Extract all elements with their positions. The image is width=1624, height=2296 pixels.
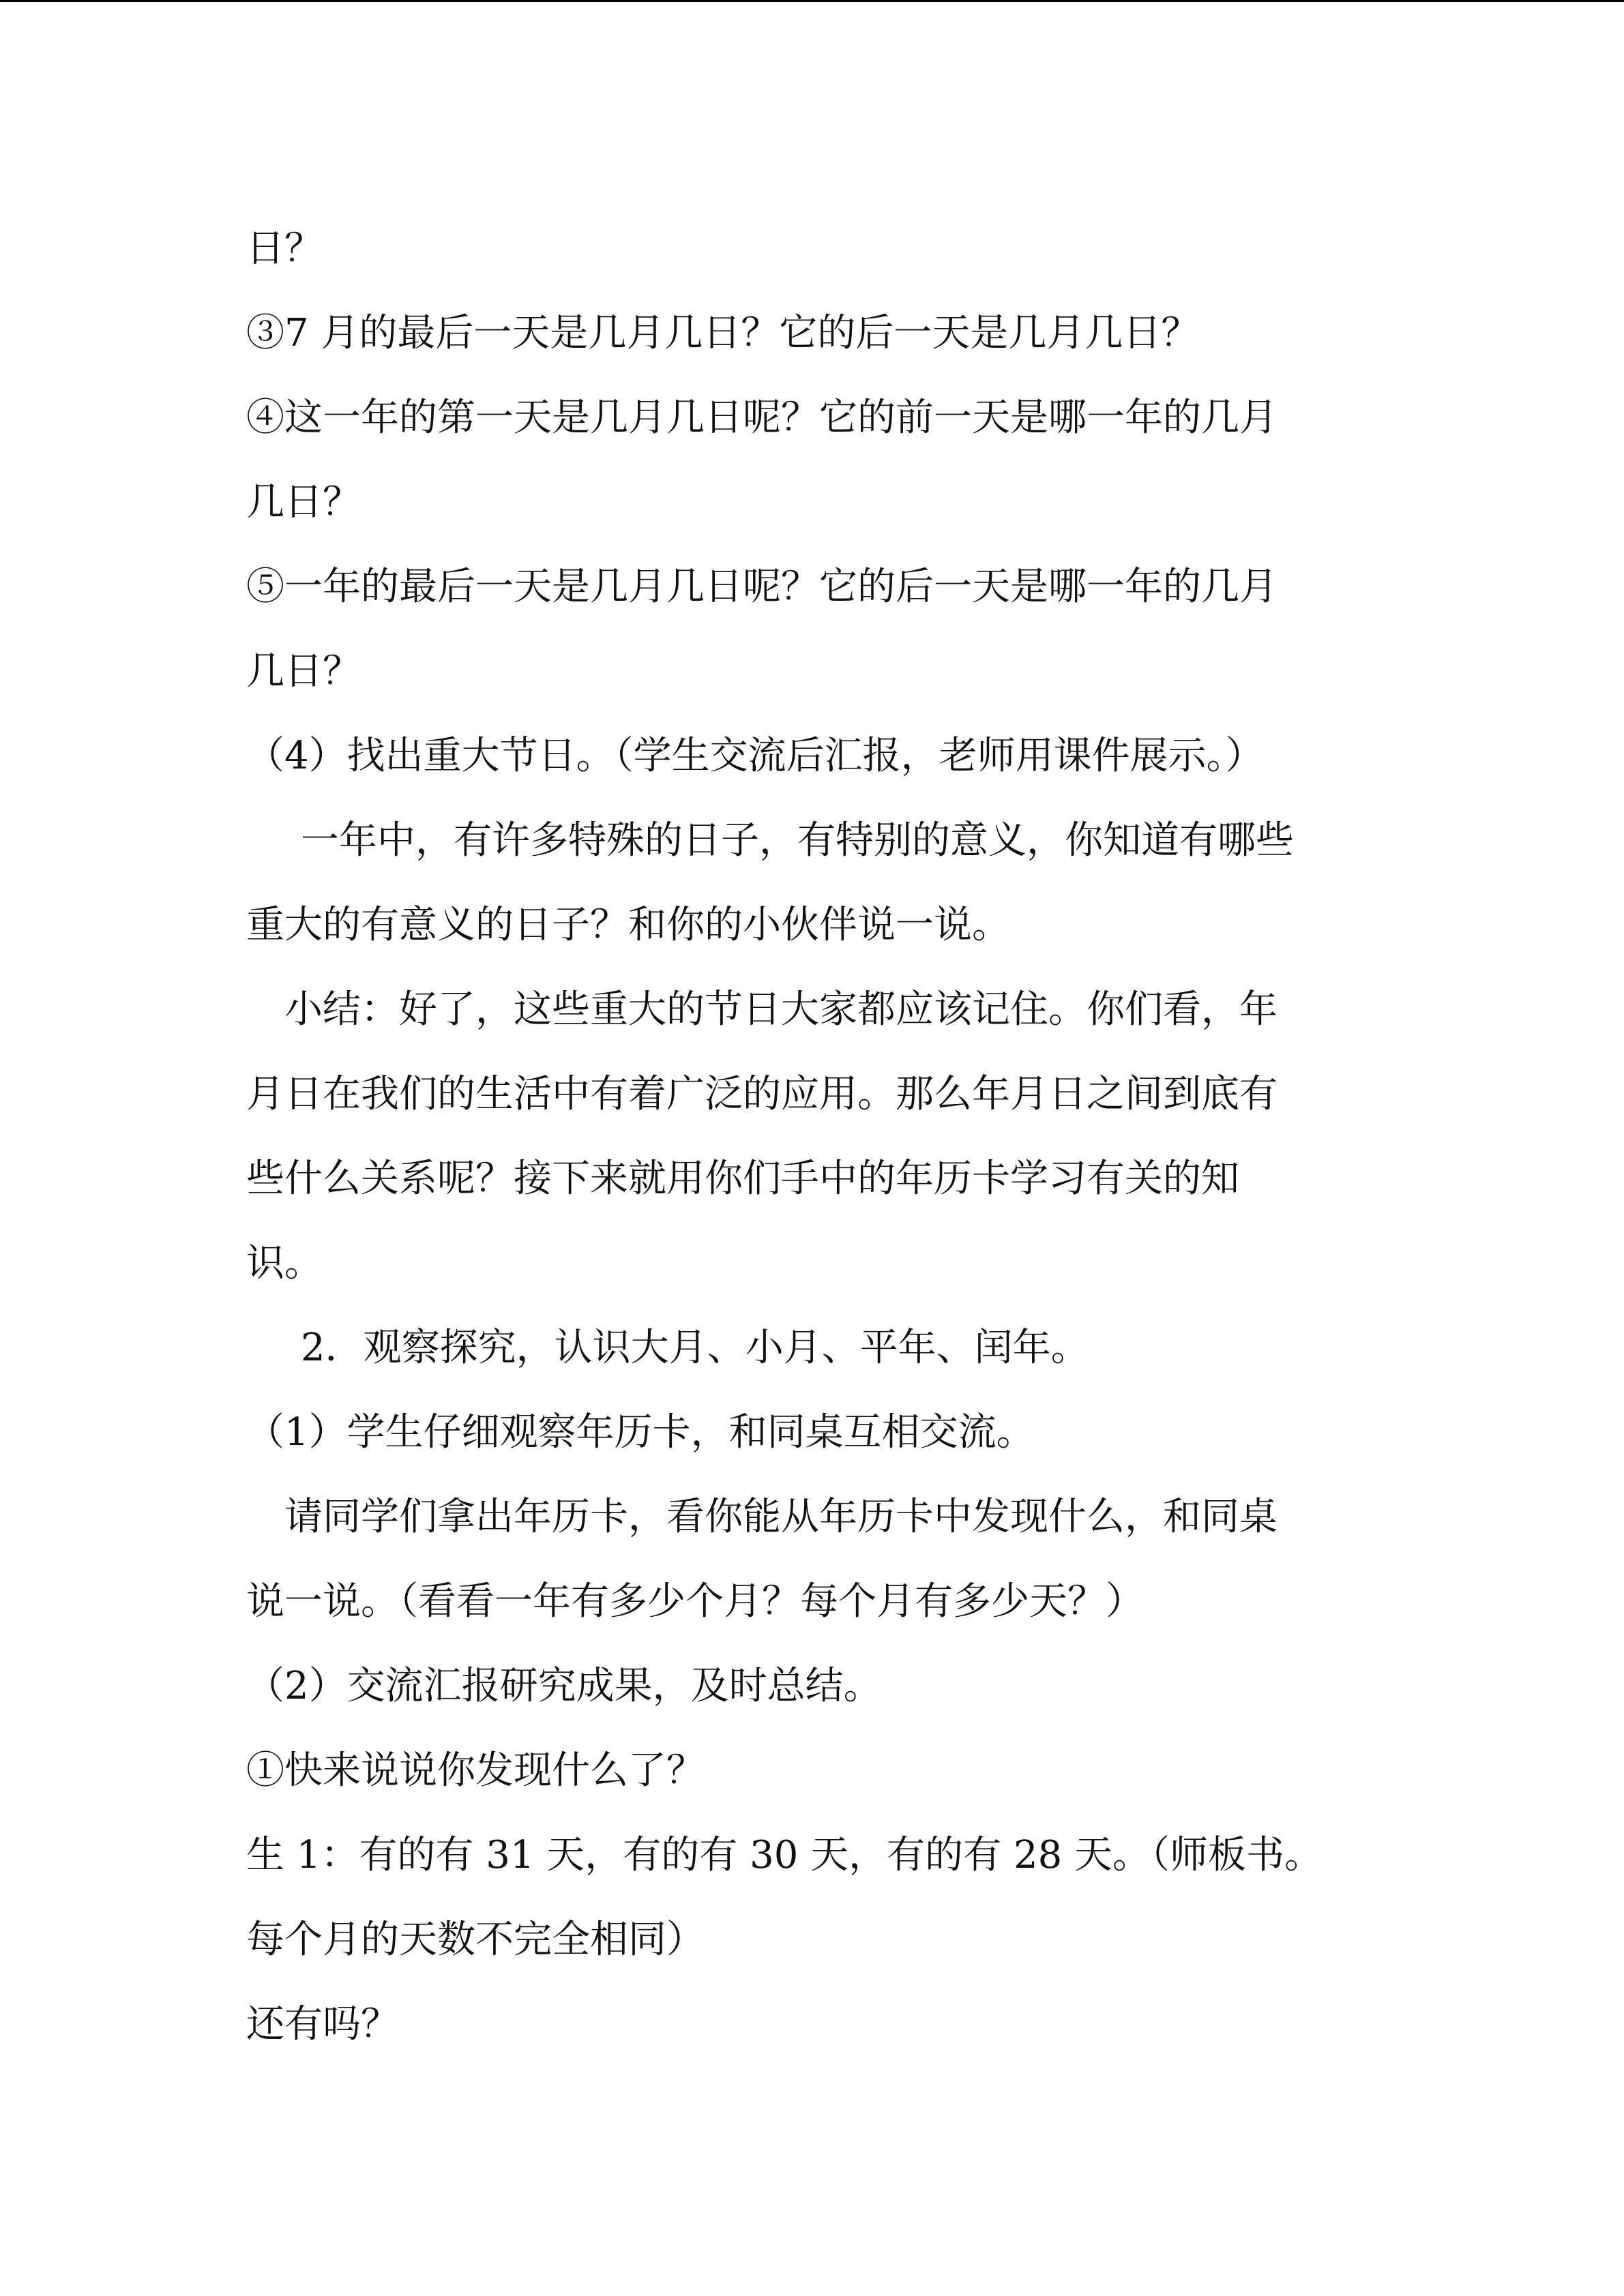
text-line: 月日在我们的生活中有着广泛的应用。那么年月日之间到底有 [246, 1072, 1278, 1116]
section-heading: 2．观察探究，认识大月、小月、平年、闰年。 [301, 1326, 1089, 1370]
text-line: 小结：好了，这些重大的节日大家都应该记住。你们看，年 [284, 987, 1278, 1032]
section-heading: （2）交流汇报研究成果，及时总结。 [246, 1664, 882, 1708]
text-line: 还有吗？ [246, 2002, 399, 2046]
text-line: 重大的有意义的日子？和你的小伙伴说一说。 [246, 903, 1010, 947]
document-body [246, 207, 1378, 2067]
text-line: 一年中，有许多特殊的日子，有特别的意义，你知道有哪些 [301, 818, 1294, 863]
text-line: ①快来说说你发现什么了？ [246, 1748, 705, 1793]
text-line: 日？ [246, 226, 323, 271]
text-line: 识。 [246, 1241, 323, 1285]
text-line: 些什么关系呢？接下来就用你们手中的年历卡学习有关的知 [246, 1157, 1239, 1201]
text-line: ③7 月的最后一天是几月几日？它的后一天是几月几日？ [246, 311, 1200, 355]
text-line: 几日？ [246, 480, 361, 524]
text-line: ④这一年的第一天是几月几日呢？它的前一天是哪一年的几月 [246, 396, 1278, 440]
text-line: 每个月的天数不完全相同） [246, 1918, 705, 1962]
text-line: 几日？ [246, 649, 361, 694]
text-line: 说一说。（看看一年有多少个月？每个月有多少天？） [246, 1579, 1144, 1624]
text-line: 生 1：有的有 31 天，有的有 30 天，有的有 28 天。（师板书。 [246, 1833, 1323, 1877]
text-line: 请同学们拿出年历卡，看你能从年历卡中发现什么，和同桌 [284, 1495, 1278, 1539]
section-heading: （1）学生仔细观察年历卡，和同桌互相交流。 [246, 1410, 1035, 1455]
section-heading: （4）找出重大节日。（学生交流后汇报，老师用课件展示。） [246, 734, 1264, 778]
text-line: ⑤一年的最后一天是几月几日呢？它的后一天是哪一年的几月 [246, 565, 1278, 609]
